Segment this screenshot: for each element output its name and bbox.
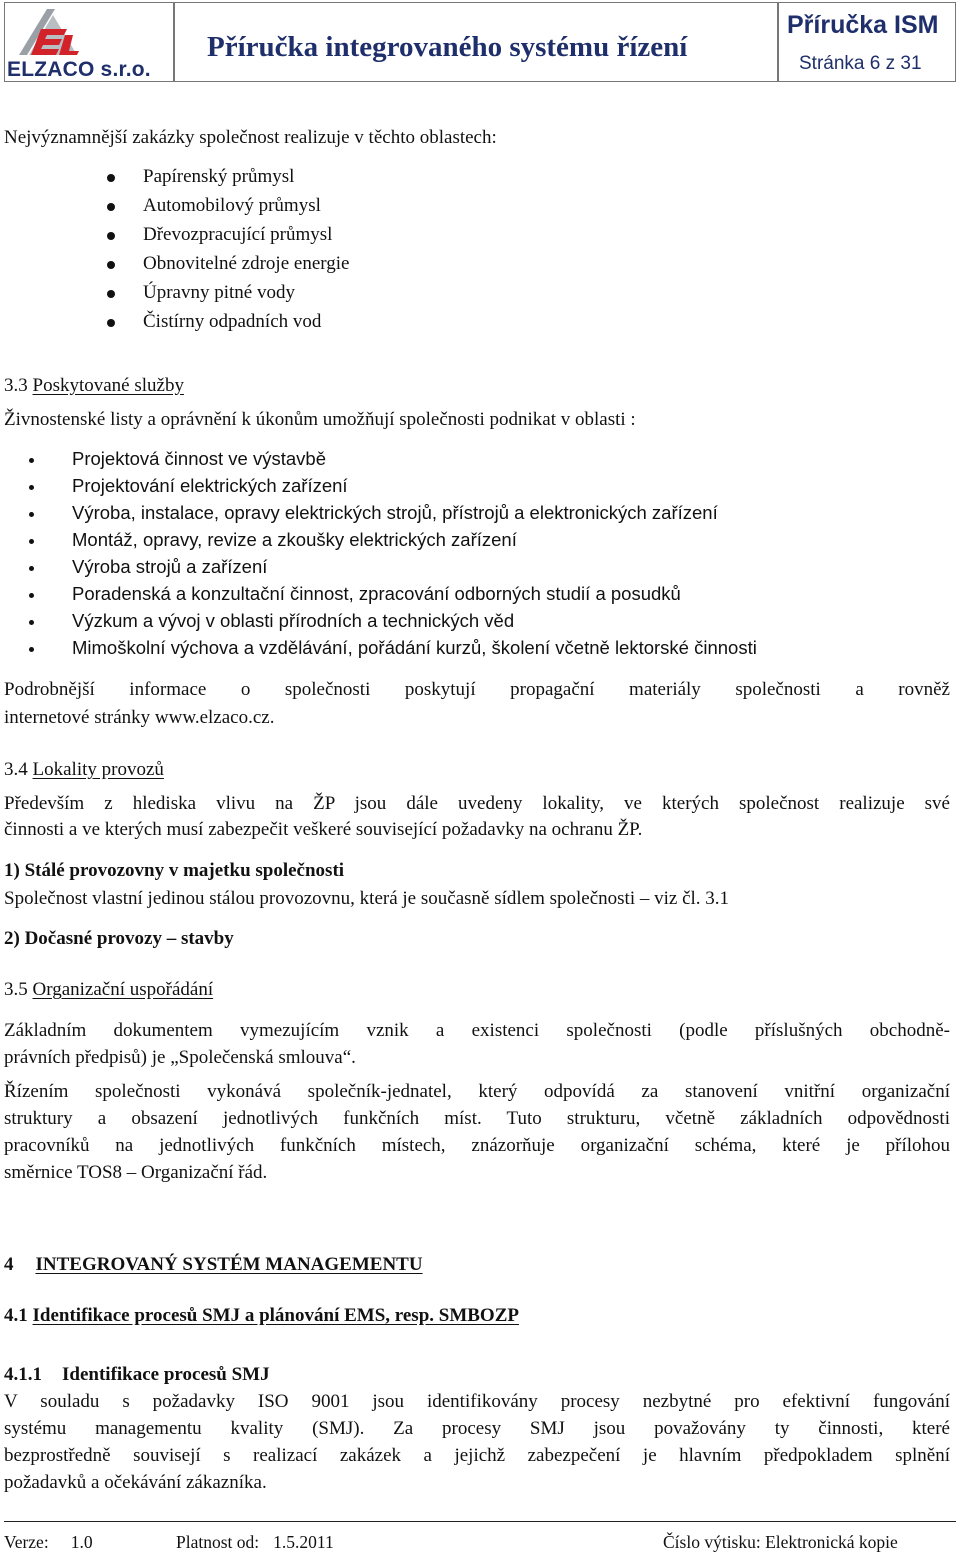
list-item: Poradenská a konzultační činnost, zpracování odborných studií a posudků [0, 583, 757, 610]
list-item: Výroba strojů a zařízení [0, 556, 757, 583]
bullet-icon [107, 290, 115, 298]
list-item: Projektování elektrických zařízení [0, 475, 757, 502]
list-item: Mimoškolní výchova a vzdělávání, pořádání kurzů, školení včetně lektorské činnosti [0, 637, 757, 664]
bullet-icon [107, 232, 115, 240]
paragraph-line: pracovníků na jednotlivých funkčních místech, znázorňuje organizační schéma, které je přílohou [4, 1135, 950, 1156]
section-heading-4: 4 INTEGROVANÝ SYSTÉM MANAGEMENTU [4, 1254, 423, 1275]
page-number: Stránka 6 z 31 [799, 53, 922, 74]
paragraph-line: Společnost vlastní jedinou stálou provozovnu, která je současně sídlem společnosti – viz čl. 3.1 [4, 888, 730, 909]
bullet-icon [29, 566, 34, 571]
list-item: Papírenský průmysl [0, 166, 349, 195]
paragraph-line: bezprostředně souvisejí s realizací zakázek a jejichž zabezpečení je hlavním předpokladem splnění [4, 1445, 950, 1466]
logo-cell [4, 2, 174, 82]
paragraph-line: činnosti a ve kterých musí zabezpečit veškeré související požadavky na ochranu ŽP. [4, 819, 643, 840]
section-heading-4-1: 4.1 Identifikace procesů SMJ a plánování EMS, resp. SMBOZP [4, 1305, 519, 1326]
list-item: Čistírny odpadních vod [0, 311, 349, 340]
bullet-icon [29, 539, 34, 544]
page-header [4, 2, 956, 82]
footer-divider [4, 1521, 956, 1522]
bullet-icon [29, 647, 34, 652]
list-item: Projektová činnost ve výstavbě [0, 448, 757, 475]
bullet-icon [29, 512, 34, 517]
list-item: Dřevozpracující průmysl [0, 224, 349, 253]
section-lead: Živnostenské listy a oprávnění k úkonům umožňují společnosti podnikat v oblasti : [4, 409, 636, 430]
ism-cell [778, 2, 956, 82]
paragraph-line: Především z hlediska vlivu na ŽP jsou dále uvedeny lokality, ve kterých společnost realizuje své [4, 793, 950, 814]
areas-list [0, 166, 349, 340]
paragraph-line: struktury a obsazení jednotlivých funkčních míst. Tuto strukturu, včetně základních odpovědnosti [4, 1108, 950, 1129]
bullet-icon [29, 485, 34, 490]
section-heading-3-3: 3.3 Poskytované služby [4, 375, 184, 396]
intro-text: Nejvýznamnější zakázky společnost realizuje v těchto oblastech: [4, 127, 497, 148]
bullet-icon [107, 203, 115, 211]
bullet-icon [29, 593, 34, 598]
footer-copy: Číslo výtisku: Elektronická kopie [663, 1532, 898, 1552]
info-paragraph-line: internetové stránky www.elzaco.cz. [4, 707, 275, 728]
subheading: 2) Dočasné provozy – stavby [4, 928, 234, 949]
services-list [0, 448, 757, 664]
document-title: Příručka integrovaného systému řízení [207, 31, 688, 63]
footer-version: Verze: 1.0 [4, 1532, 93, 1552]
subheading: 1) Stálé provozovny v majetku společnosti [4, 860, 345, 881]
paragraph-line: Řízením společnosti vykonává společník-jednatel, který odpovídá za stanovení vnitřní organizační [4, 1081, 950, 1102]
list-item: Výzkum a vývoj v oblasti přírodních a technických věd [0, 610, 757, 637]
section-heading-3-5: 3.5 Organizační uspořádání [4, 979, 214, 1000]
logo-text: ELZACO s.r.o. [7, 58, 151, 81]
list-item: Úpravny pitné vody [0, 282, 349, 311]
company-logo-icon [15, 7, 85, 57]
list-item: Montáž, opravy, revize a zkoušky elektrických zařízení [0, 529, 757, 556]
paragraph-line: systému managementu kvality (SMJ). Za procesy SMJ jsou považovány ty činnosti, které [4, 1418, 950, 1439]
paragraph-line: Základním dokumentem vymezujícím vznik a existenci společnosti (podle příslušných obchodně- [4, 1020, 950, 1041]
section-heading-4-1-1: 4.1.1 Identifikace procesů SMJ [4, 1364, 270, 1385]
paragraph-line: právních předpisů) je „Společenská smlouva“. [4, 1047, 356, 1068]
list-item: Obnovitelné zdroje energie [0, 253, 349, 282]
short-title: Příručka ISM [787, 11, 939, 39]
list-item: Výroba, instalace, opravy elektrických strojů, přístrojů a elektronických zařízení [0, 502, 757, 529]
bullet-icon [29, 458, 34, 463]
bullet-icon [107, 174, 115, 182]
info-paragraph-line: Podrobnější informace o společnosti poskytují propagační materiály společnosti a rovněž [4, 679, 950, 700]
paragraph-line: požadavků a očekávání zákazníka. [4, 1472, 267, 1493]
title-cell [174, 2, 778, 82]
bullet-icon [29, 620, 34, 625]
paragraph-line: směrnice TOS8 – Organizační řád. [4, 1162, 268, 1183]
bullet-icon [107, 319, 115, 327]
list-item: Automobilový průmysl [0, 195, 349, 224]
footer-validity: Platnost od: 1.5.2011 [176, 1532, 334, 1552]
bullet-icon [107, 261, 115, 269]
paragraph-line: V souladu s požadavky ISO 9001 jsou identifikovány procesy nezbytné pro efektivní fungování [4, 1391, 950, 1412]
section-heading-3-4: 3.4 Lokality provozů [4, 759, 164, 780]
